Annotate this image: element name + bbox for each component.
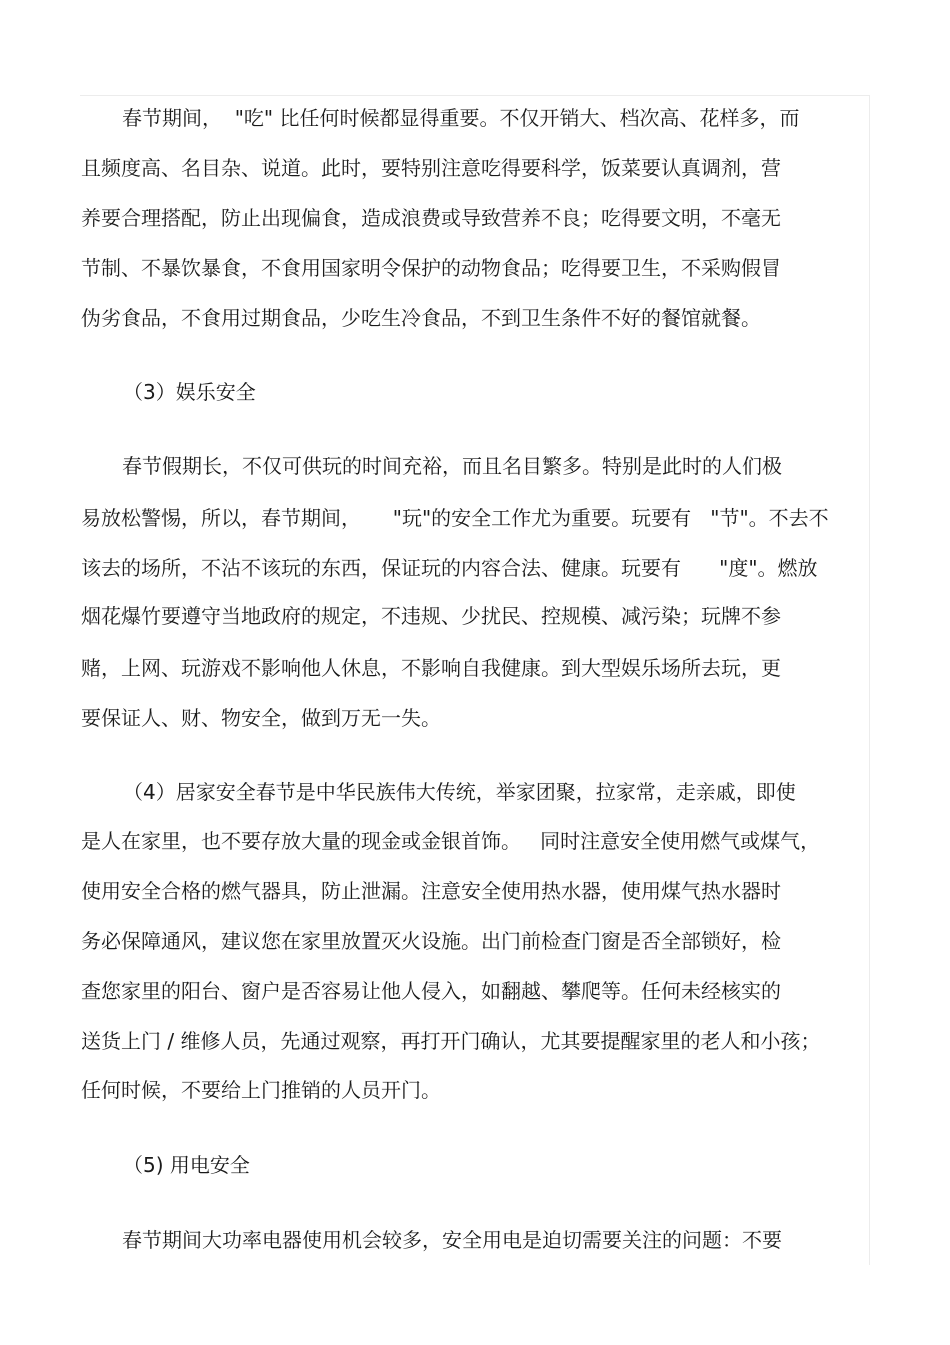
paragraph-line: 节制、不暴饮暴食，不食用国家明令保护的动物食品；吃得要卫生，不采购假冒 <box>81 256 781 280</box>
paragraph-line: 送货上门 / 维修人员，先通过观察，再打开门确认，尤其要提醒家里的老人和小孩； <box>81 1029 821 1053</box>
paragraph-line: 易放松警惕，所以，春节期间， "玩"的安全工作尤为重要。玩要有 "节"。不去不 <box>81 506 829 530</box>
paragraph-line: 养要合理搭配，防止出现偏食，造成浪费或导致营养不良；吃得要文明，不毫无 <box>81 206 781 230</box>
section-heading: （5) 用电安全 <box>123 1153 250 1177</box>
paragraph-line: 使用安全合格的燃气器具，防止泄漏。注意安全使用热水器，使用煤气热水器时 <box>81 879 781 903</box>
paragraph-line: 且频度高、名目杂、说道。此时，要特别注意吃得要科学，饭菜要认真调剂，营 <box>81 156 781 180</box>
paragraph-line: 烟花爆竹要遵守当地政府的规定，不违规、少扰民、控规模、减污染；玩牌不参 <box>81 604 781 628</box>
page-top-border <box>80 95 869 96</box>
paragraph-line: 春节假期长，不仅可供玩的时间充裕，而且名目繁多。特别是此时的人们极 <box>122 454 782 478</box>
paragraph-line: 任何时候，不要给上门推销的人员开门。 <box>81 1078 441 1102</box>
page-right-border <box>869 95 870 1265</box>
paragraph-line: 要保证人、财、物安全，做到万无一失。 <box>81 706 441 730</box>
paragraph-line: 查您家里的阳台、窗户是否容易让他人侵入，如翻越、攀爬等。任何未经核实的 <box>81 979 781 1003</box>
paragraph-line: （4）居家安全春节是中华民族伟大传统，举家团聚，拉家常，走亲戚，即使 <box>123 780 796 804</box>
paragraph-line: 务必保障通风，建议您在家里放置灭火设施。出门前检查门窗是否全部锁好，检 <box>81 929 781 953</box>
paragraph-line: 春节期间， "吃" 比任何时候都显得重要。不仅开销大、档次高、花样多，而 <box>122 106 800 130</box>
section-heading: （3）娱乐安全 <box>123 380 256 404</box>
paragraph-line: 春节期间大功率电器使用机会较多，安全用电是迫切需要关注的问题：不要 <box>122 1228 782 1252</box>
paragraph-line: 该去的场所，不沾不该玩的东西，保证玩的内容合法、健康。玩要有 "度"。燃放 <box>81 556 818 580</box>
paragraph-line: 伪劣食品，不食用过期食品，少吃生冷食品，不到卫生条件不好的餐馆就餐。 <box>81 306 761 330</box>
paragraph-line: 赌，上网、玩游戏不影响他人休息，不影响自我健康。到大型娱乐场所去玩，更 <box>81 656 781 680</box>
paragraph-line: 是人在家里，也不要存放大量的现金或金银首饰。 同时注意安全使用燃气或煤气， <box>81 829 821 853</box>
